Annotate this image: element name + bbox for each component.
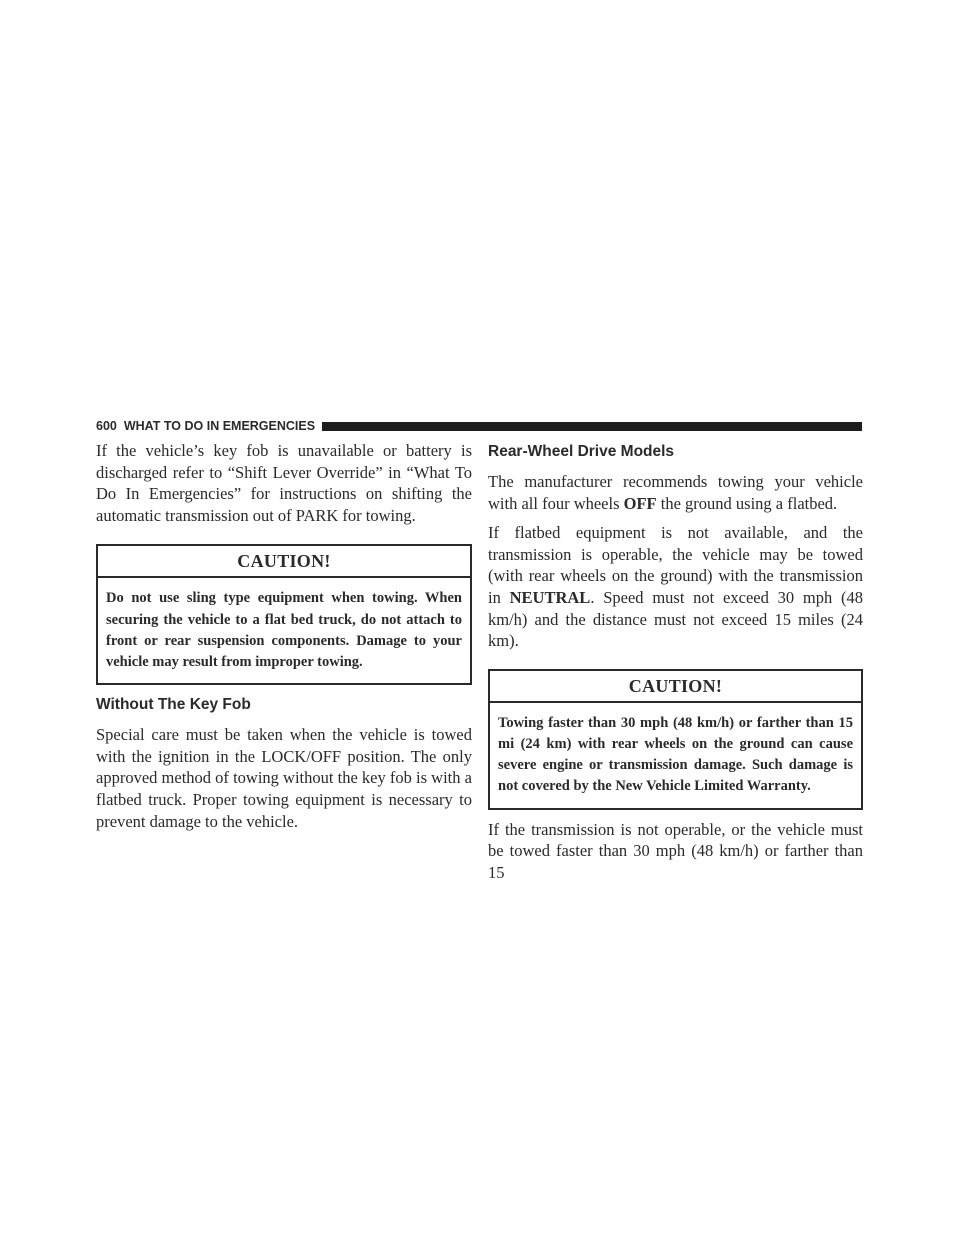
heading-rear-wheel-drive: Rear-Wheel Drive Models xyxy=(488,443,675,460)
section-title: WHAT TO DO IN EMERGENCIES xyxy=(123,419,316,433)
header-rule xyxy=(322,422,862,431)
caution-title: CAUTION! xyxy=(98,546,470,578)
p1-text-before: The manufacturer recommends towing your vehicle with all four wheels xyxy=(488,472,863,513)
flatbed-recommendation-paragraph xyxy=(488,471,863,514)
caution-text: Towing faster than 30 mph (48 km/h) or farther than 15 mi (24 km) with rear wheels on the ground can cause severe engine or transmission damage. Such damage is not covered by the New Vehicle Limited Warranty. xyxy=(498,714,853,795)
neutral-towing-paragraph xyxy=(488,522,863,652)
page-number: 600 xyxy=(96,419,117,433)
without-key-fob-paragraph: Special care must be taken when the vehicle is towed with the ignition in the LOCK/OFF position. The only approved method of towing without the key fob is with a flatbed truck. Proper towing equipment is necessary to prevent damage to the vehicle. xyxy=(96,725,472,831)
p2-bold-neutral: NEUTRAL xyxy=(509,587,591,607)
transmission-not-operable-paragraph: If the transmission is not operable, or the vehicle must be towed faster than 30 mph (48 km/h) or farther than 15 xyxy=(488,819,863,882)
caution-title: CAUTION! xyxy=(490,671,861,703)
left-column xyxy=(96,440,472,832)
page-header xyxy=(96,418,862,434)
caution-text: Do not use sling type equipment when towing. When securing the vehicle to a flat bed truck, do not attach to front or rear suspension components. Damage to your vehicle may result from improper towing. xyxy=(106,590,462,670)
p2-text-after: . Speed must not exceed 30 mph (48 km/h) and the distance must not exceed 15 miles (24 km). xyxy=(488,587,863,651)
heading-without-key-fob: Without The Key Fob xyxy=(96,696,251,714)
p1-bold-off: OFF xyxy=(623,493,657,513)
right-column xyxy=(488,440,863,883)
intro-paragraph: If the vehicle’s key fob is unavailable or battery is discharged refer to “Shift Lever Override” in “What To Do In Emergencies” for instructions on shifting the automatic transmission out of PARK for towing. xyxy=(96,441,472,525)
caution-box-towing-speed xyxy=(488,669,863,810)
caution-box-sling xyxy=(96,544,472,685)
p2-text-before: If flatbed equipment is not available, and the transmission is operable, the vehicle may be towed (with rear wheels on the ground) with the transmission in xyxy=(488,523,863,607)
p1-text-after: the ground using a flatbed. xyxy=(656,493,838,513)
